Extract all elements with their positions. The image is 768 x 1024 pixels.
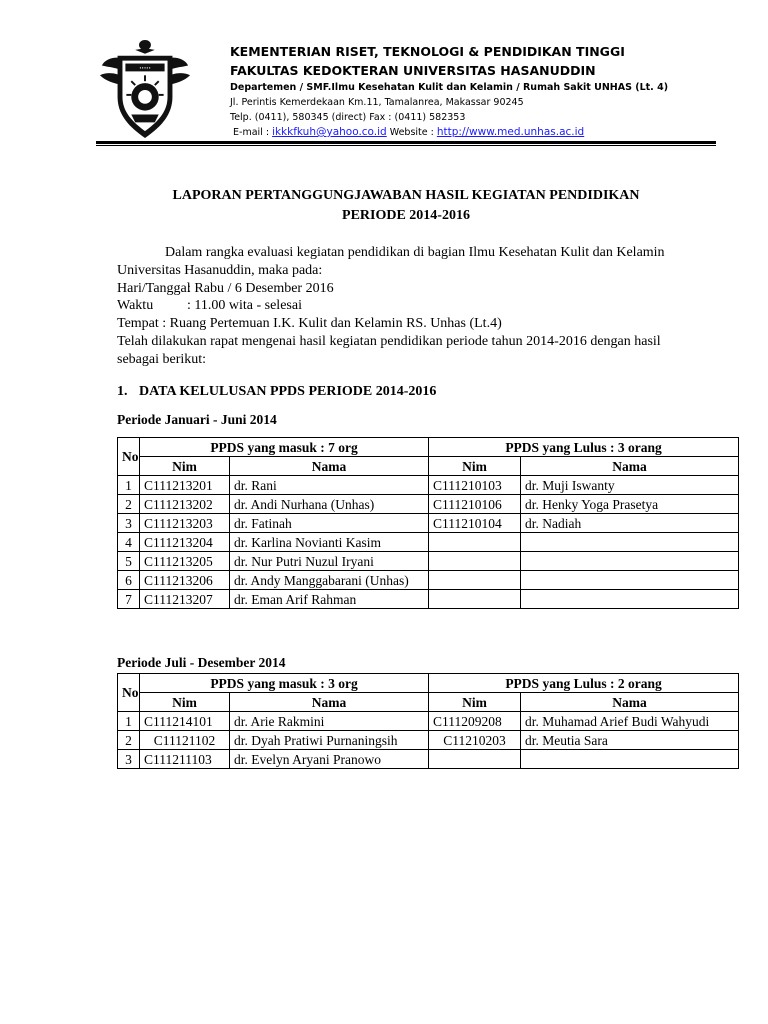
col-nim-out: Nim	[429, 457, 521, 476]
website-label: Website :	[386, 127, 437, 138]
col-nim-in: Nim	[140, 693, 230, 712]
cell-nama-in: dr. Fatinah	[230, 514, 429, 533]
cell-no: 1	[118, 476, 140, 495]
document-title	[96, 186, 716, 226]
email-link[interactable]: ikkkfkuh@yahoo.co.id	[272, 126, 387, 138]
cell-nim-out	[429, 552, 521, 571]
cell-nama-out	[521, 533, 739, 552]
section-title: DATA KELULUSAN PPDS PERIODE 2014-2016	[139, 384, 437, 399]
cell-nama-in: dr. Arie Rakmini	[230, 712, 429, 731]
table-row	[118, 552, 739, 571]
cell-nim-out	[429, 533, 521, 552]
cell-no: 2	[118, 731, 140, 750]
time-label: Waktu	[117, 298, 154, 314]
cell-nim-out: C11210203	[429, 731, 521, 750]
cell-nim-out: C111209208	[429, 712, 521, 731]
title-line-2: PERIODE 2014-2016	[342, 208, 470, 223]
col-no: No	[118, 674, 140, 712]
cell-no: 3	[118, 514, 140, 533]
cell-nama-out	[521, 750, 739, 769]
cell-nama-out	[521, 552, 739, 571]
cell-nama-in: dr. Eman Arif Rahman	[230, 590, 429, 609]
cell-nim-in: C111211103	[140, 750, 230, 769]
cell-nim-in: C111214101	[140, 712, 230, 731]
svg-text:•••••: •••••	[139, 65, 151, 71]
col-nim-in: Nim	[140, 457, 230, 476]
table-row	[118, 750, 739, 769]
closing-line: Telah dilakukan rapat mengenai hasil kegiatan pendidikan periode tahun 2014-2016 dengan hasil sebagai berikut:	[117, 333, 661, 367]
out-header: PPDS yang Lulus : 3 orang	[429, 438, 739, 457]
table-row	[118, 514, 739, 533]
table-row	[118, 571, 739, 590]
cell-nim-out: C111210103	[429, 476, 521, 495]
department-name: Departemen / SMF.Ilmu Kesehatan Kulit dan Kelamin / Rumah Sakit UNHAS (Lt. 4)	[230, 82, 669, 93]
cell-nim-out: C111210106	[429, 495, 521, 514]
table-row	[118, 533, 739, 552]
period-2-table	[117, 673, 739, 769]
email-label: E-mail :	[233, 127, 273, 138]
cell-nim-in: C111213206	[140, 571, 230, 590]
cell-nama-out	[521, 590, 739, 609]
cell-nim-in: C111213201	[140, 476, 230, 495]
cell-no: 2	[118, 495, 140, 514]
period-1-table	[117, 437, 739, 609]
time-value: : 11.00 wita - selesai	[187, 298, 302, 314]
cell-nama-in: dr. Dyah Pratiwi Purnaningsih	[230, 731, 429, 750]
website-link[interactable]: http://www.med.unhas.ac.id	[436, 126, 585, 138]
cell-no: 1	[118, 712, 140, 731]
cell-nama-out: dr. Henky Yoga Prasetya	[521, 495, 739, 514]
cell-nama-out: dr. Muhamad Arief Budi Wahyudi	[521, 712, 739, 731]
cell-nama-in: dr. Rani	[230, 476, 429, 495]
col-nama-out: Nama	[521, 693, 739, 712]
out-header: PPDS yang Lulus : 2 orang	[429, 674, 739, 693]
col-nama-in: Nama	[230, 693, 429, 712]
cell-nim-in: C111213203	[140, 514, 230, 533]
cell-nama-in: dr. Andy Manggabarani (Unhas)	[230, 571, 429, 590]
table-row	[118, 476, 739, 495]
cell-no: 5	[118, 552, 140, 571]
in-header: PPDS yang masuk : 3 org	[140, 674, 429, 693]
intro-text	[117, 244, 677, 280]
header-rule-thick	[96, 141, 716, 144]
cell-nama-in: dr. Nur Putri Nuzul Iryani	[230, 552, 429, 571]
day-label: Hari/Tanggal	[117, 280, 191, 296]
cell-nim-in: C111213207	[140, 590, 230, 609]
phone-fax: Telp. (0411), 580345 (direct) Fax : (0411) 582353	[230, 112, 466, 123]
ministry-name: KEMENTERIAN RISET, TEKNOLOGI & PENDIDIKAN TINGGI	[230, 44, 625, 59]
cell-nim-in: C11121102	[140, 731, 230, 750]
intro-paragraph	[117, 244, 677, 369]
cell-nim-in: C111213204	[140, 533, 230, 552]
cell-nama-out: dr. Meutia Sara	[521, 731, 739, 750]
time-row	[117, 297, 677, 315]
university-logo	[96, 36, 194, 144]
place-line: Tempat : Ruang Pertemuan I.K. Kulit dan Kelamin RS. Unhas (Lt.4)	[117, 316, 502, 332]
table-row	[118, 590, 739, 609]
cell-nim-out	[429, 571, 521, 590]
day-row	[117, 280, 677, 298]
cell-nim-out	[429, 750, 521, 769]
header-rule-thin	[96, 145, 716, 146]
cell-no: 4	[118, 533, 140, 552]
section-number: 1.	[117, 384, 128, 399]
col-nama-out: Nama	[521, 457, 739, 476]
table-row	[118, 712, 739, 731]
cell-nama-in: dr. Karlina Novianti Kasim	[230, 533, 429, 552]
period-2-label: Periode Juli - Desember 2014	[117, 655, 286, 670]
cell-no: 3	[118, 750, 140, 769]
col-no: No	[118, 438, 140, 476]
cell-nama-in: dr. Evelyn Aryani Pranowo	[230, 750, 429, 769]
day-value: : Rabu / 6 Desember 2016	[187, 280, 334, 296]
address: Jl. Perintis Kemerdekaan Km.11, Tamalanrea, Makassar 90245	[230, 97, 524, 108]
col-nama-in: Nama	[230, 457, 429, 476]
cell-nama-out: dr. Nadiah	[521, 514, 739, 533]
cell-nim-out	[429, 590, 521, 609]
cell-nama-out	[521, 571, 739, 590]
faculty-name: FAKULTAS KEDOKTERAN UNIVERSITAS HASANUDDIN	[230, 63, 596, 78]
in-header: PPDS yang masuk : 7 org	[140, 438, 429, 457]
cell-nim-in: C111213202	[140, 495, 230, 514]
title-line-1: LAPORAN PERTANGGUNGJAWABAN HASIL KEGIATAN PENDIDIKAN	[172, 188, 640, 203]
period-1-label: Periode Januari - Juni 2014	[117, 412, 277, 427]
table-row	[118, 731, 739, 750]
intro-sentence: Dalam rangka evaluasi kegiatan pendidikan di bagian Ilmu Kesehatan Kulit dan Kelamin Universitas Hasanuddin, maka pada:	[117, 245, 665, 278]
cell-nama-in: dr. Andi Nurhana (Unhas)	[230, 495, 429, 514]
col-nim-out: Nim	[429, 693, 521, 712]
cell-nim-in: C111213205	[140, 552, 230, 571]
table-row	[118, 495, 739, 514]
contact-line	[230, 125, 668, 140]
cell-no: 7	[118, 590, 140, 609]
cell-nim-out: C111210104	[429, 514, 521, 533]
letterhead-text	[230, 42, 668, 140]
cell-no: 6	[118, 571, 140, 590]
section-heading	[117, 384, 436, 400]
cell-nama-out: dr. Muji Iswanty	[521, 476, 739, 495]
